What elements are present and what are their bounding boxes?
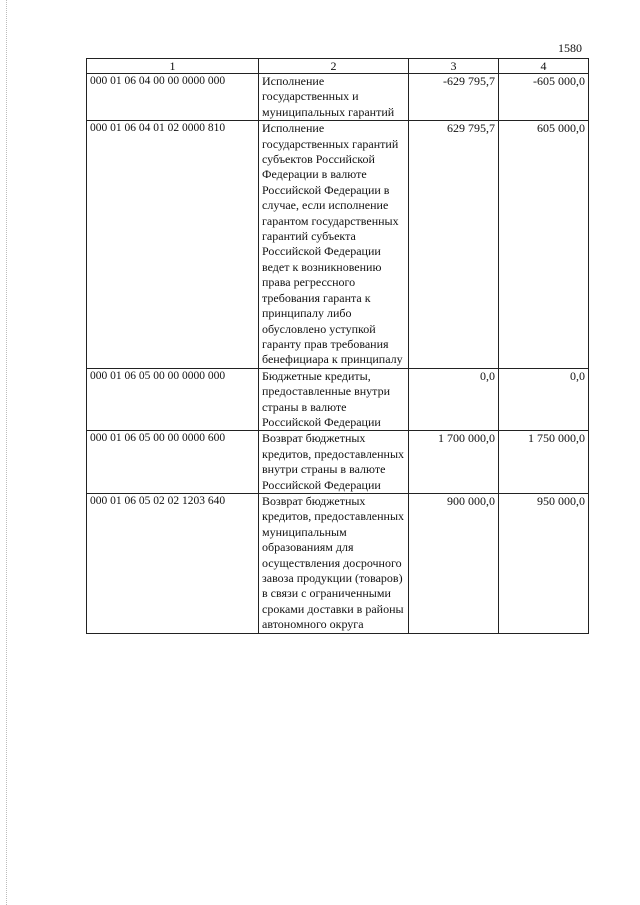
table-row — [87, 121, 589, 369]
budget-table — [86, 58, 589, 634]
item-name: Исполнение государственных гарантий субъектов Российской Федерации в валюте Российской Федерации в случае, если исполнение гарантом государственных гарантий субъекта Российской Федерации ведет к возникновению права регрессного требования гаранта к принципалу либо обусловлено уступкой гаранту прав требования бенефициара к принципалу — [259, 121, 409, 369]
item-name: Возврат бюджетных кредитов, предоставленных внутри страны в валюте Российской Федерации — [259, 431, 409, 494]
column-header-3: 3 — [409, 59, 499, 74]
value-col3: 1 700 000,0 — [409, 431, 499, 494]
value-col3: 900 000,0 — [409, 493, 499, 633]
scan-edge-line — [6, 0, 8, 905]
table-row — [87, 493, 589, 633]
budget-code: 000 01 06 05 00 00 0000 000 — [87, 368, 259, 431]
item-name: Возврат бюджетных кредитов, предоставленных муниципальным образованиям для осуществления досрочного завоза продукции (товаров) в связи с ограниченными сроками доставки в районы автономного округа — [259, 493, 409, 633]
column-header-4: 4 — [499, 59, 589, 74]
table-row — [87, 431, 589, 494]
budget-code: 000 01 06 05 00 00 0000 600 — [87, 431, 259, 494]
budget-code: 000 01 06 05 02 02 1203 640 — [87, 493, 259, 633]
column-header-1: 1 — [87, 59, 259, 74]
item-name: Бюджетные кредиты, предоставленные внутри страны в валюте Российской Федерации — [259, 368, 409, 431]
value-col4: -605 000,0 — [499, 74, 589, 121]
item-name: Исполнение государственных и муниципальных гарантий — [259, 74, 409, 121]
value-col4: 950 000,0 — [499, 493, 589, 633]
value-col4: 605 000,0 — [499, 121, 589, 369]
value-col4: 0,0 — [499, 368, 589, 431]
table-header-row — [87, 59, 589, 74]
value-col4: 1 750 000,0 — [499, 431, 589, 494]
table-row — [87, 368, 589, 431]
budget-code: 000 01 06 04 00 00 0000 000 — [87, 74, 259, 121]
value-col3: 0,0 — [409, 368, 499, 431]
page-number: 1580 — [558, 41, 582, 55]
value-col3: 629 795,7 — [409, 121, 499, 369]
table-row — [87, 74, 589, 121]
budget-code: 000 01 06 04 01 02 0000 810 — [87, 121, 259, 369]
value-col3: -629 795,7 — [409, 74, 499, 121]
column-header-2: 2 — [259, 59, 409, 74]
